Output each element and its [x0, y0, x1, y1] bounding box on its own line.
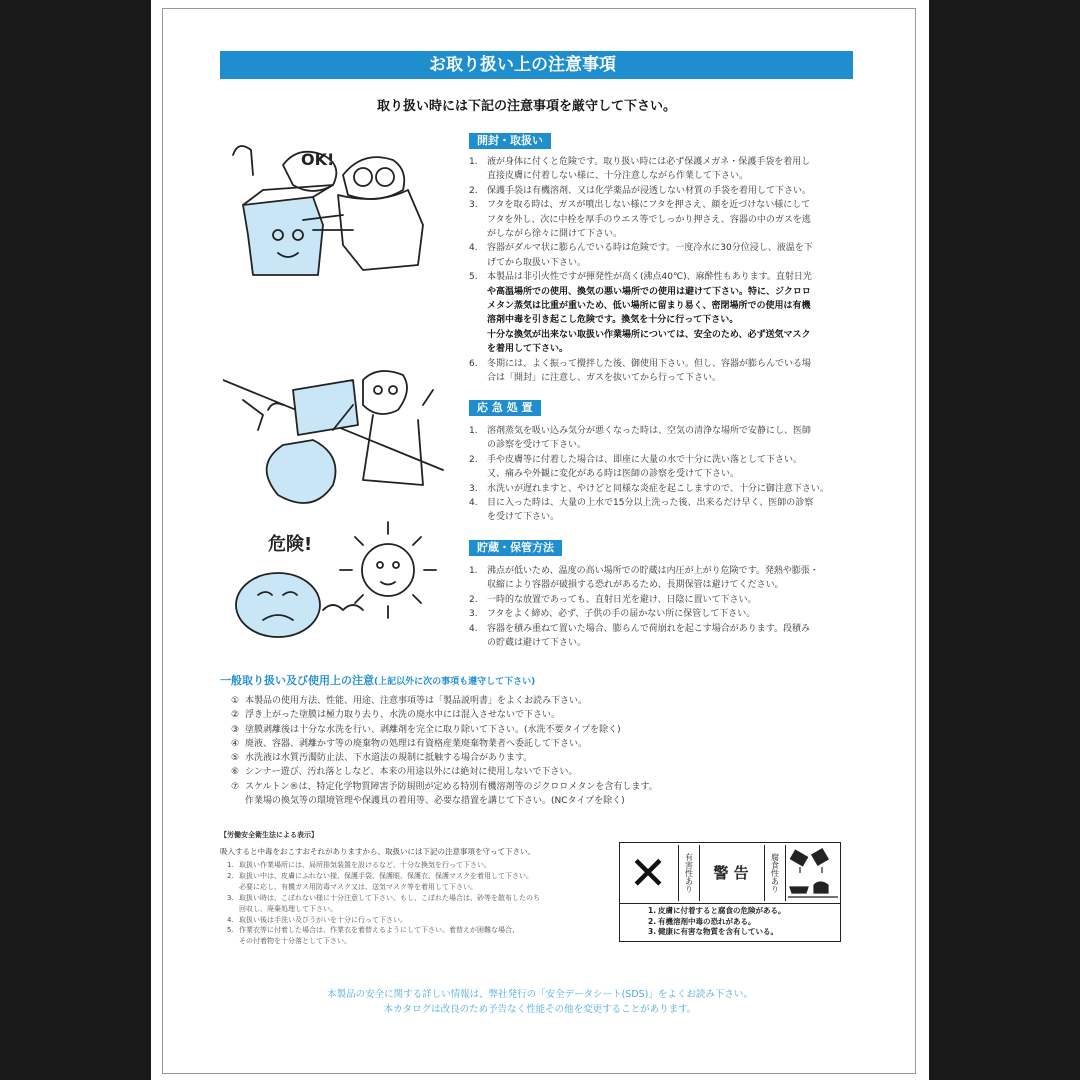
item-line: 作業衣等に付着した場合は、作業衣を着替えるようにして下さい。着替えが困難な場合、: [239, 926, 519, 935]
corrosive-label: 腐食性あり: [764, 845, 786, 901]
first-aid-list: [469, 424, 851, 525]
item-line: 沸点が低いため、温度の高い場所での貯蔵は内圧が上がり危険です。発熱や膨張・: [487, 566, 819, 576]
handling-list: [469, 155, 851, 386]
general-item: [231, 765, 831, 779]
item-line: の診察を受けて下さい。: [487, 440, 587, 451]
item-number: 2.: [648, 916, 657, 926]
item-number: 2.: [227, 871, 234, 880]
footer-catalog-note: 本カタログは改良のため予告なく性能その他を変更することがあります。: [383, 1004, 697, 1015]
item-line: 容器がダルマ状に膨らんでいる時は危険です。一度冷水に30分位浸し、液温を下: [487, 243, 813, 254]
item-line: 有機溶剤中毒の恐れがある。: [658, 916, 756, 926]
item-line: スケルトン®は、特定化学物質障害予防規則が定める特別有機溶剤等のジクロロメタンを含有します。: [245, 781, 658, 792]
item-number: 5.: [469, 272, 478, 283]
section-tag-handling: 開封・取扱い: [469, 133, 551, 149]
storage-item: [469, 607, 851, 621]
page-title: お取り扱い上の注意事項: [429, 55, 616, 75]
warning-item: [648, 927, 786, 938]
item-line: 取扱い中は、皮膚にふれない様、保護手袋、保護眼、保護衣、保護マスクを着用して下さい。: [239, 871, 533, 880]
storage-item: [469, 593, 851, 607]
title-banner: [220, 51, 853, 79]
item-number: 3.: [469, 200, 478, 211]
storage-item: [469, 622, 851, 651]
item-line: 直接皮膚に付着しない様に、十分注意しながら作業して下さい。: [487, 171, 749, 182]
item-number: 3.: [227, 893, 234, 902]
item-line: 本製品は非引火性ですが揮発性が高く(沸点40℃)、麻酔性もあります。直射日光: [487, 272, 812, 283]
storage-list: [469, 564, 851, 650]
item-number: ②: [231, 710, 240, 721]
item-line: 取扱い時は、こぼれない様に十分注意して下さい。もし、こぼれた場合は、砂等を散布したのち: [239, 893, 540, 902]
general-item: [231, 708, 831, 722]
item-number: 6.: [469, 358, 478, 369]
law-heading: 【労働安全衛生法による表示】: [220, 831, 318, 839]
first-aid-illustration: [223, 360, 445, 520]
general-item: [231, 780, 831, 809]
first-aid-item: [469, 424, 851, 453]
item-line: 冬期には、よく振って攪拌した後、御使用下さい。但し、容器が膨らんでいる場: [487, 358, 812, 369]
section-tag-first-aid: 応 急 処 置: [469, 400, 541, 416]
item-line: 取扱い後は手洗い及びうがいを十分に行って下さい。: [239, 915, 407, 924]
item-line: フタを取る時は、ガスが噴出しない様にフタを押さえ、顔を近づけない様にして: [487, 200, 811, 211]
item-line: 合は「開封」に注意し、ガスを抜いてから行って下さい。: [487, 373, 722, 384]
item-line: 健康に有害な物質を含有している。: [658, 927, 778, 936]
item-line: シンナー遊び、汚れ落としなど、本来の用途以外には絶対に使用しないで下さい。: [245, 767, 578, 778]
caution-label: 警 告: [713, 864, 749, 882]
item-number: 4.: [469, 623, 478, 634]
item-line: や高温場所での使用、換気の悪い場所での使用は避けて下さい。特に、ジクロロ: [487, 286, 811, 297]
harmful-x-icon: ✕: [628, 846, 668, 900]
item-number: ③: [231, 724, 240, 735]
law-item: [227, 871, 597, 893]
item-number: 1.: [469, 157, 478, 167]
general-title: [220, 672, 535, 688]
item-line: 取扱い作業場所には、局所排気装置を設けるなど、十分な換気を行って下さい。: [239, 861, 491, 869]
item-number: 5.: [227, 926, 234, 935]
warning-label-box: [619, 842, 841, 942]
item-number: 4.: [469, 243, 478, 254]
storage-item: [469, 564, 851, 593]
law-item: [227, 915, 597, 926]
item-line: がしながら徐々に開けて下さい。: [487, 229, 623, 240]
handling-item: [469, 270, 851, 356]
general-list: [231, 694, 831, 808]
footer-sds-note: 本製品の安全に関する詳しい情報は、弊社発行の「安全データシート(SDS)」をよくお読み下さい。: [327, 989, 753, 1000]
item-number: 3.: [648, 927, 657, 936]
item-line: 一時的な放置であっても、直射日光を避け、日陰に置いて下さい。: [487, 594, 757, 605]
general-item: [231, 751, 831, 765]
law-item: [227, 860, 597, 871]
item-line: フタをよく締め、必ず、子供の手の届かない所に保管して下さい。: [487, 609, 756, 620]
general-item: [231, 723, 831, 737]
item-number: 1.: [648, 906, 657, 915]
law-list: [227, 860, 597, 947]
item-line: 廃液、容器、剥離かす等の廃棄物の処理は有資格産業廃棄物業者へ委託して下さい。: [245, 738, 588, 749]
item-line: フタを外し、次に中栓を厚手のウエス等でしっかり押さえ、容器の中のガスを逃: [487, 214, 811, 225]
item-line: 溶剤中毒を引き起こし危険です。換気を十分に行って下さい。: [487, 315, 739, 326]
item-number: 4.: [469, 498, 478, 509]
item-number: 3.: [469, 483, 478, 494]
item-number: 1.: [469, 566, 478, 576]
law-item: [227, 925, 597, 947]
item-line: 回収し、廃棄処理して下さい。: [239, 904, 337, 913]
handling-illustration: [223, 135, 445, 285]
item-line: 水洗いが遅れますと、やけどと同様な炎症を起こしますので、十分に御注意下さい。: [487, 483, 829, 494]
corrosive-icon: [788, 847, 838, 899]
item-number: ⑦: [231, 781, 240, 792]
item-line: 又、痛みや外観に変化がある時は医師の診察を受けて下さい。: [487, 469, 740, 480]
item-number: ④: [231, 738, 240, 749]
item-line: 必要に応し、有機ガス用防毒マスク又は、送気マスク等を着用して下さい。: [239, 882, 477, 891]
item-line: 作業場の換気等の環境管理や保護具の着用等、必要な措置を講じて下さい。(NCタイプを除く): [245, 796, 625, 807]
item-line: げてから取扱い下さい。: [487, 257, 587, 268]
document-page: [151, 0, 929, 1080]
item-line: 目に入った時は、大量の上水で15分以上洗った後、出来るだけ早く、医師の診察: [487, 498, 814, 509]
item-number: ⑤: [231, 753, 240, 764]
item-line: を受けて下さい。: [487, 512, 560, 523]
handling-item: [469, 357, 851, 386]
warning-list: [648, 906, 786, 938]
handling-item: [469, 198, 851, 241]
item-line: 液が身体に付くと危険です。取り扱い時には必ず保護メガネ・保護手袋を着用し: [487, 157, 811, 167]
warning-item: [648, 917, 786, 928]
item-line: を着用して下さい。: [487, 344, 569, 355]
storage-illustration: [223, 520, 445, 650]
page-subtitle: 取り扱い時には下記の注意事項を厳守して下さい。: [377, 99, 677, 114]
handling-item: [469, 184, 851, 198]
item-line: 容器を積み重ねて置いた場合、膨らんで荷崩れを起こす場合があります。段積み: [487, 623, 811, 634]
item-line: 収縮により容器が破損する恐れがあるため、長期保管は避けてください。: [487, 580, 784, 591]
item-line: 浮き上がった塗膜は極力取り去り、水洗の廃水中には混入させないで下さい。: [245, 710, 561, 721]
general-item: [231, 694, 831, 708]
item-number: 2.: [469, 454, 478, 465]
item-line: 手や皮膚等に付着した場合は、即座に大量の水で十分に洗い落として下さい。: [487, 454, 803, 465]
warning-item: [648, 906, 786, 917]
item-number: 3.: [469, 609, 478, 620]
item-line: 保護手袋は有機溶剤、又は化学薬品が浸透しない材質の手袋を着用して下さい。: [487, 185, 812, 196]
item-line: 溶剤蒸気を吸い込み気分が悪くなった時は、空気の清浄な場所で安静にし、医師: [487, 426, 812, 436]
handling-item: [469, 241, 851, 270]
warning-divider: [620, 903, 840, 904]
harmful-label: 有害性あり: [678, 845, 700, 901]
item-line: の貯蔵は避けて下さい。: [487, 638, 587, 649]
law-intro: 吸入すると中毒をおこすおそれがありますから、取扱いには下記の注意事項を守って下さい。: [220, 847, 535, 856]
item-number: 1.: [227, 861, 234, 869]
first-aid-item: [469, 453, 851, 482]
danger-speech-text: 危険!: [268, 534, 313, 555]
item-number: 2.: [469, 185, 478, 196]
item-line: 十分な換気が出来ない取扱い作業場所については、安全のため、必ず送気マスク: [487, 329, 811, 340]
item-number: 1.: [469, 426, 478, 436]
item-line: 水洗液は水質汚濁防止法、下水道法の規制に抵触する場合があります。: [245, 753, 533, 764]
item-line: 本製品の使用方法、性能、用途、注意事項等は「製品説明書」をよくお読み下さい。: [245, 696, 588, 706]
item-line: その付着物を十分落として下さい。: [239, 937, 351, 946]
item-number: ①: [231, 696, 240, 706]
item-line: メタン蒸気は比重が重いため、低い場所に留まり易く、密閉場所での使用は有機: [487, 301, 811, 312]
general-title-text: 一般取り扱い及び使用上の注意: [220, 674, 374, 687]
first-aid-item: [469, 482, 851, 496]
handling-item: [469, 155, 851, 184]
law-item: [227, 893, 597, 915]
item-number: 2.: [469, 594, 478, 605]
item-number: 4.: [227, 915, 234, 924]
first-aid-item: [469, 496, 851, 525]
general-item: [231, 737, 831, 751]
ok-speech-text: OK!: [301, 150, 335, 169]
item-number: ⑥: [231, 767, 240, 778]
item-line: 皮膚に付着すると腐食の危険がある。: [658, 906, 786, 915]
item-line: 塗膜剥離後は十分な水洗を行い、剥離剤を完全に取り除いて下さい。(水洗不要タイプを除く): [245, 724, 621, 735]
section-tag-storage: 貯蔵・保管方法: [469, 540, 562, 556]
general-title-note: (上記以外に次の事項も遵守して下さい): [374, 677, 536, 687]
